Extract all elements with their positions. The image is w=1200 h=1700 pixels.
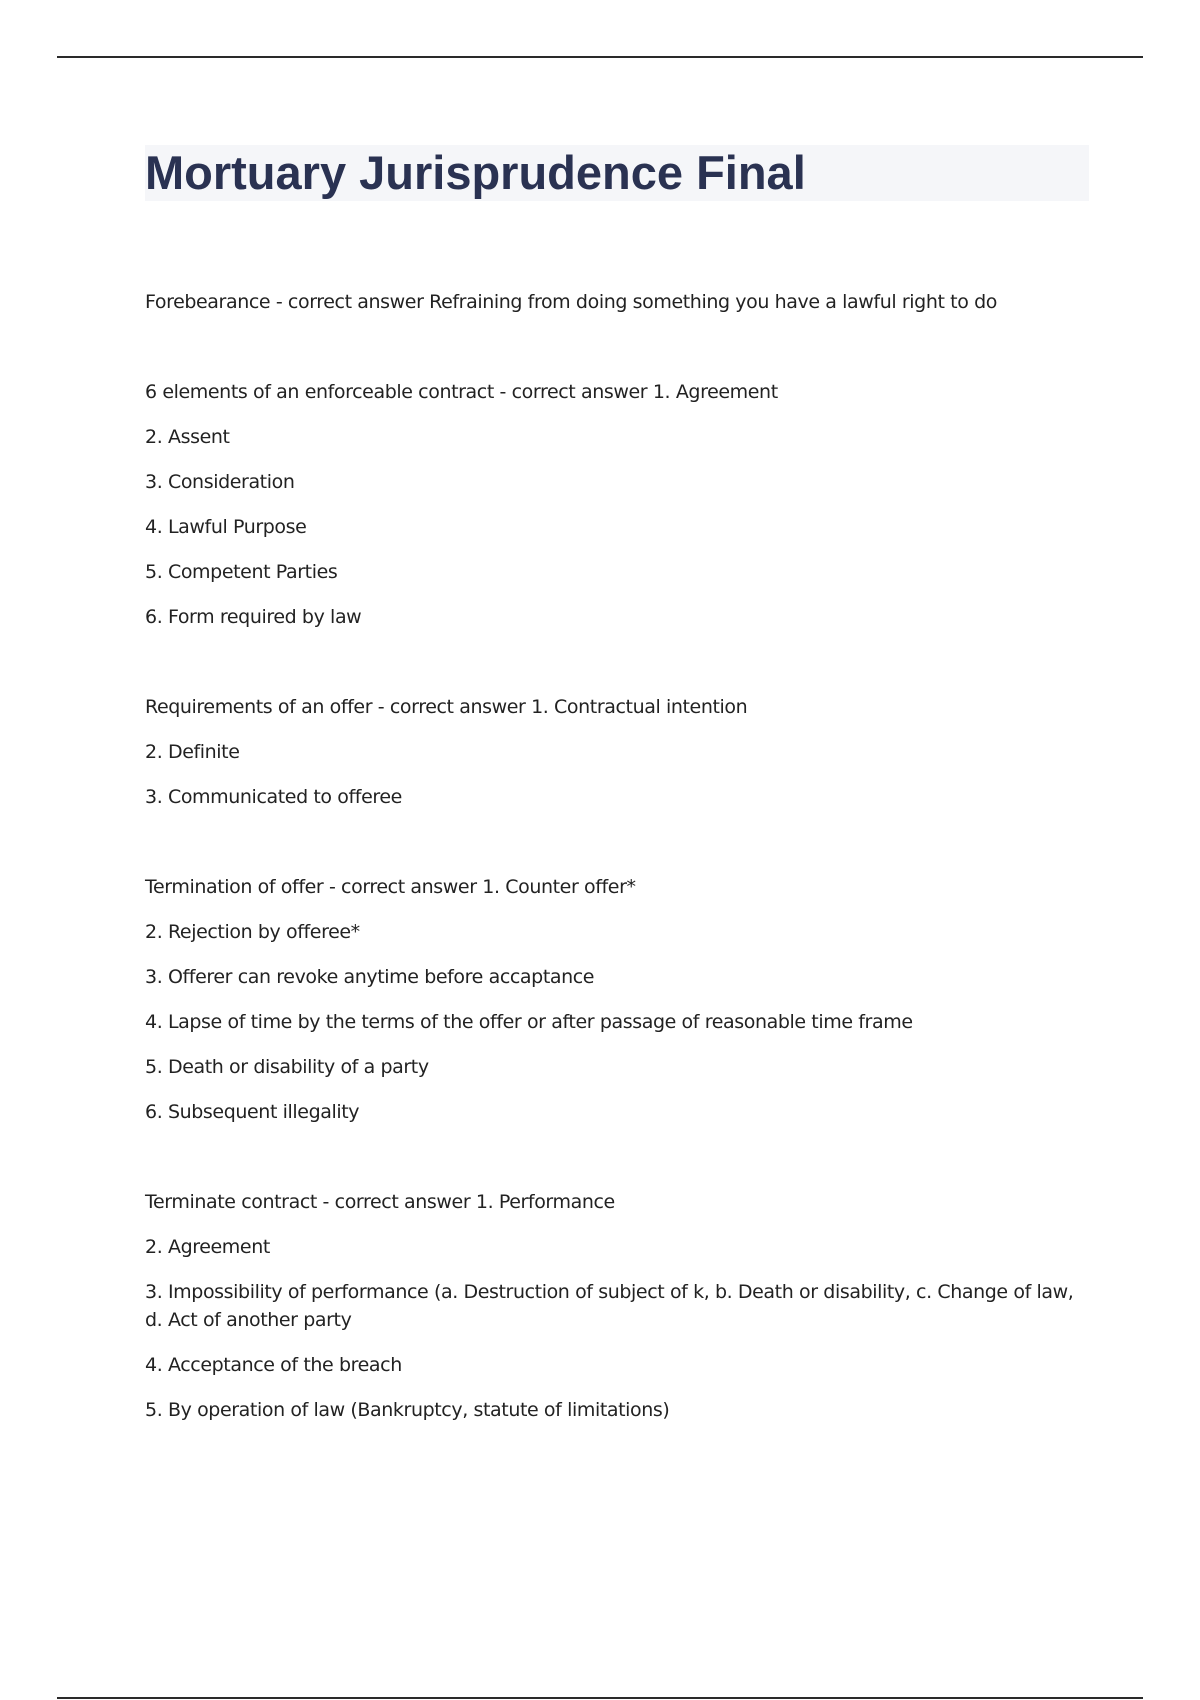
qa-line: 2. Assent (145, 426, 230, 448)
qa-card-offer-requirements (145, 693, 1085, 828)
qa-line: 2. Definite (145, 741, 240, 763)
qa-line: 6. Subsequent illegality (145, 1101, 360, 1123)
qa-line: 5. Competent Parties (145, 561, 338, 583)
qa-line: 3. Impossibility of performance (a. Destruction of subject of k, b. Death or disability, c. Change of law, d. Act of another party (145, 1281, 1074, 1331)
qa-line: 3. Communicated to offeree (145, 786, 402, 808)
top-rule (57, 56, 1143, 58)
document-title: Mortuary Jurisprudence Final (145, 146, 806, 199)
qa-line: 4. Acceptance of the breach (145, 1354, 402, 1376)
document-body (145, 288, 1085, 1486)
qa-line: 3. Consideration (145, 471, 295, 493)
qa-card-contract-elements (145, 378, 1085, 648)
qa-line: 5. Death or disability of a party (145, 1056, 429, 1078)
qa-line: Terminate contract - correct answer 1. Performance (145, 1191, 615, 1213)
qa-line: 6. Form required by law (145, 606, 362, 628)
qa-card-forebearance (145, 288, 1085, 333)
qa-line: 2. Agreement (145, 1236, 270, 1258)
qa-line: 3. Offerer can revoke anytime before accaptance (145, 966, 595, 988)
qa-line: 6 elements of an enforceable contract - correct answer 1. Agreement (145, 381, 778, 403)
qa-card-offer-termination (145, 873, 1085, 1143)
qa-line: Termination of offer - correct answer 1. Counter offer* (145, 876, 636, 898)
qa-line: 4. Lapse of time by the terms of the offer or after passage of reasonable time frame (145, 1011, 913, 1033)
qa-line: Forebearance - correct answer Refraining from doing something you have a lawful right to do (145, 291, 997, 313)
qa-line: 2. Rejection by offeree* (145, 921, 360, 943)
qa-line: 5. By operation of law (Bankruptcy, statute of limitations) (145, 1399, 670, 1421)
qa-line: Requirements of an offer - correct answer 1. Contractual intention (145, 696, 748, 718)
qa-line: 4. Lawful Purpose (145, 516, 307, 538)
bottom-rule (57, 1697, 1143, 1699)
qa-card-contract-termination (145, 1188, 1085, 1441)
